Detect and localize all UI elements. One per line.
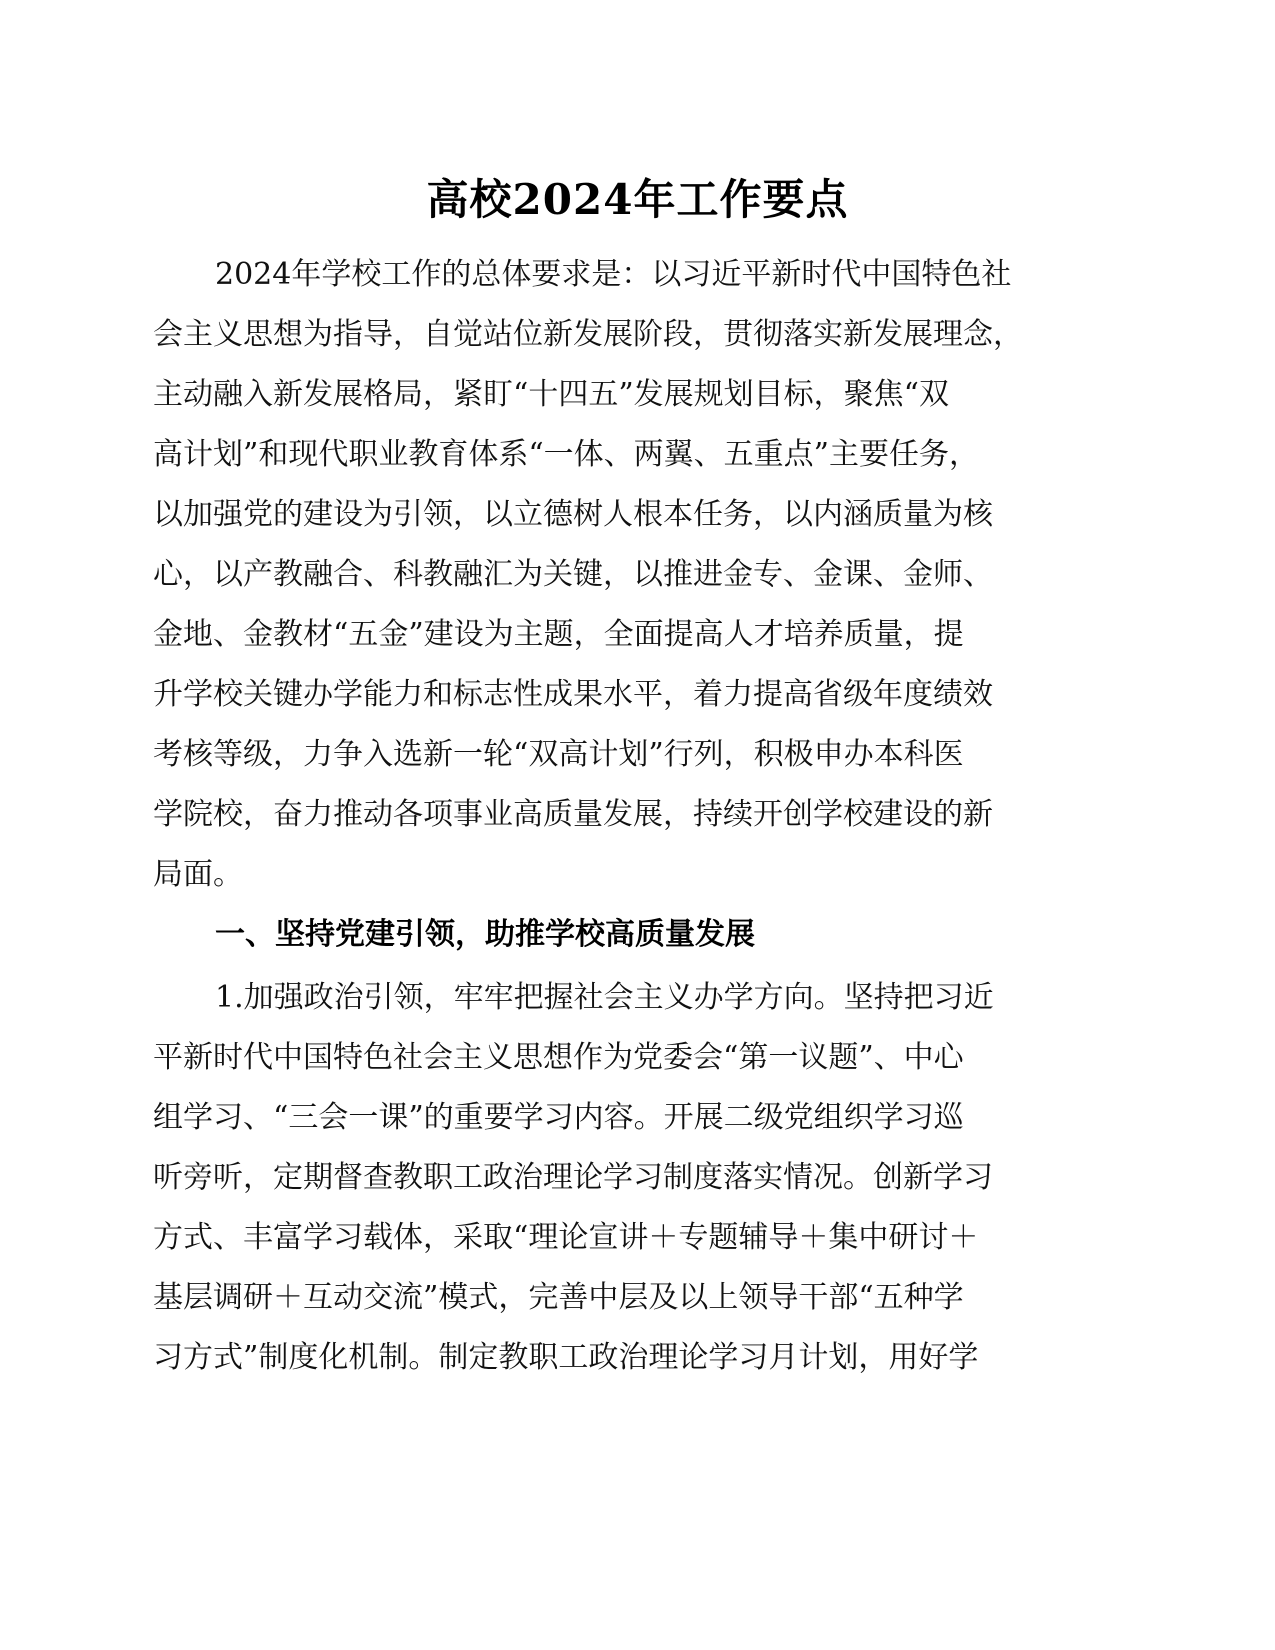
paragraph-line: 方式、丰富学习载体，采取“理论宣讲＋专题辅导＋集中研讨＋ [153, 1220, 979, 1255]
paragraph-line: 高计划”和现代职业教育体系“一体、两翼、五重点”主要任务， [153, 437, 980, 472]
document-title: 高校2024年工作要点 [426, 175, 849, 224]
paragraph-line: 主动融入新发展格局，紧盯“十四五”发展规划目标，聚焦“双 [153, 377, 950, 412]
paragraph-line: 升学校关键办学能力和标志性成果水平，着力提高省级年度绩效 [153, 677, 993, 712]
paragraph-line: 会主义思想为指导，自觉站位新发展阶段，贯彻落实新发展理念， [153, 317, 1023, 352]
paragraph-line: 组学习、“三会一课”的重要学习内容。开展二级党组织学习巡 [153, 1100, 964, 1135]
paragraph-line: 习方式”制度化机制。制定教职工政治理论学习月计划，用好学 [153, 1340, 979, 1375]
section-heading: 一、坚持党建引领，助推学校高质量发展 [215, 917, 755, 952]
paragraph-line: 局面。 [153, 857, 243, 892]
paragraph-line: 考核等级，力争入选新一轮“双高计划”行列，积极申办本科医 [153, 737, 964, 772]
paragraph-line: 1.加强政治引领，牢牢把握社会主义办学方向。坚持把习近 [215, 980, 994, 1015]
paragraph-line: 听旁听，定期督查教职工政治理论学习制度落实情况。创新学习 [153, 1160, 993, 1195]
paragraph-line: 金地、金教材“五金”建设为主题，全面提高人才培养质量，提 [153, 617, 964, 652]
paragraph-line: 基层调研＋互动交流”模式，完善中层及以上领导干部“五种学 [153, 1280, 964, 1315]
paragraph-line: 以加强党的建设为引领，以立德树人根本任务，以内涵质量为核 [153, 497, 993, 532]
intro-paragraph [153, 245, 1098, 905]
paragraph-line: 心，以产教融合、科教融汇为关键，以推进金专、金课、金师、 [153, 557, 993, 592]
paragraph-line: 学院校，奋力推动各项事业高质量发展，持续开创学校建设的新 [153, 797, 993, 832]
paragraph-line: 平新时代中国特色社会主义思想作为党委会“第一议题”、中心 [153, 1040, 964, 1075]
item-1-paragraph [153, 968, 1098, 1388]
paragraph-line: 2024年学校工作的总体要求是：以习近平新时代中国特色社 [215, 257, 1012, 292]
